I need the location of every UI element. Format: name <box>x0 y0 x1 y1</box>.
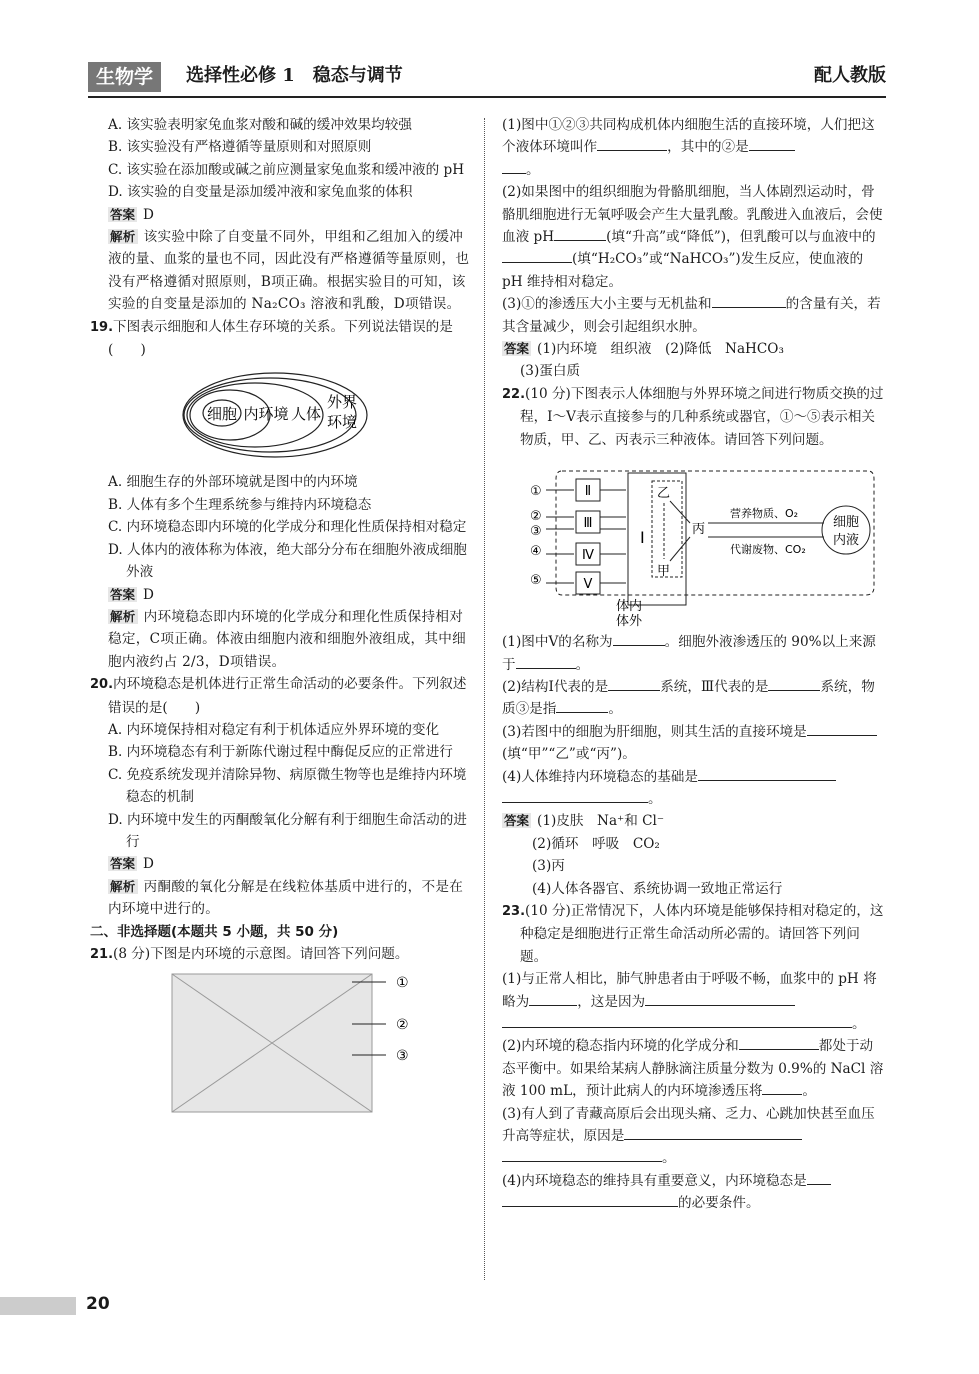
blank <box>712 293 786 308</box>
q21-tissue-diagram-placeholder <box>90 970 470 1120</box>
q21-part2 <box>502 181 886 293</box>
q22-yi: 乙 <box>657 486 671 502</box>
q18-explain-text: 该实验中除了自变量不同外，甲组和乙组加入的缓冲液的量、血浆的量也不同，因此没有严格遵循等量原则，也没有严格遵循对照原则，B项正确。根据实验目的可知，该实验的自变量是添加的 Na₂CO₃ 溶液和乳酸，D项错误。 <box>108 229 470 313</box>
q23-p1-c: 。 <box>852 1016 866 1032</box>
q19-option-d: D. 人体内的液体称为体液，绝大部分分布在细胞外液成细胞外液 <box>108 541 467 581</box>
answer-label: 答案 <box>110 856 136 872</box>
blank <box>554 226 606 241</box>
footer-bar <box>0 1297 76 1315</box>
q22-answer-1: (1)皮肤 Na⁺和 Cl⁻ <box>537 813 665 830</box>
q22-top-arrow-label: 营养物质、O₂ <box>730 507 799 521</box>
q19-number: 19. <box>90 319 114 335</box>
q22-stem <box>502 383 886 451</box>
q22-outside: 体外 <box>616 614 643 628</box>
q19-option-a: A. 细胞生存的外部环境就是图中的内环境 <box>108 474 358 491</box>
q20-stem-text: 内环境稳态是机体进行正常生命活动的必要条件。下列叙述错误的是( ) <box>108 676 467 716</box>
q18-option-a: A. 该实验表明家兔血浆对酸和碱的缓冲效果均较强 <box>108 117 412 133</box>
q22-input-1: ① <box>530 484 542 500</box>
explain-label: 解析 <box>110 608 136 624</box>
q18-option-c: C. 该实验在添加酸或碱之前应测量家兔血浆和缓冲液的 pH <box>108 161 465 178</box>
q19-answer-value: D <box>143 586 154 603</box>
q23-number: 23. <box>502 903 526 919</box>
blank <box>556 698 608 713</box>
q22-answer-3: (3)丙 <box>532 858 565 875</box>
q22-p1-c: 。 <box>575 656 590 673</box>
q19-stem <box>90 316 470 362</box>
q19-fig-external2: 环境 <box>326 413 358 432</box>
q23-p3-a: (3)有人到了青藏高原后会出现头痛、乏力、心跳加快甚至血压升高等症状，原因是 <box>502 1105 875 1145</box>
explain-label: 解析 <box>110 878 136 894</box>
answer-label: 答案 <box>110 206 136 222</box>
q23-part4 <box>502 1170 886 1215</box>
q22-p3-b: (填“甲”“乙”或“丙”)。 <box>502 746 636 763</box>
q19-figure <box>90 365 470 469</box>
q23-p1-b: ，这是因为 <box>577 993 646 1010</box>
q21-p3-a: (3)①的渗透压大小主要与无机盐和 <box>502 296 712 313</box>
q22-answer-2: (2)循环 呼吸 CO₂ <box>532 835 660 852</box>
q21-p2-c: (填“H₂CO₃”或“NaHCO₃”)发生反应，使血液的 pH 维持相对稳定。 <box>502 251 864 290</box>
q23-p1-a: (1)与正常人相比，肺气肿患者由于呼吸不畅，血浆中的 pH 将略为 <box>502 971 877 1010</box>
q23-p2-b: 都处于动态平衡中。如果给某病人静脉滴注质量分数为 0.9%的 NaCl 溶液 100 mL，预计此病人的内环境渗透压将 <box>502 1038 884 1100</box>
q21-label-2: ② <box>396 1017 409 1034</box>
q20-option-c: C. 免疫系统发现并清除异物、病原微生物等也是维持内环境稳态的机制 <box>108 766 467 806</box>
q22-part3 <box>502 721 886 766</box>
q19-option-c: C. 内环境稳态即内环境的化学成分和理化性质保持相对稳定 <box>108 519 467 536</box>
blank <box>502 1147 662 1162</box>
q22-input-4: ④ <box>530 544 542 560</box>
q21-p1-b: ，其中的②是 <box>667 139 749 156</box>
q22-bing: 丙 <box>692 522 706 538</box>
q21-label-3: ③ <box>396 1048 409 1065</box>
answer-label: 答案 <box>504 341 530 357</box>
q18-answer <box>108 204 470 226</box>
page-number: 20 <box>86 1294 110 1314</box>
q20-stem <box>90 673 470 719</box>
q19-option-b: B. 人体有多个生理系统参与维持内环境稳态 <box>108 496 372 513</box>
q21-p1-a: (1)图中①②③共同构成机体内细胞生活的直接环境，人们把这个液体环境叫作 <box>502 117 875 156</box>
q23-p3-b: 。 <box>662 1150 676 1167</box>
q19-fig-internal: 内环境 <box>243 405 289 424</box>
q22-cell-2: 内液 <box>832 533 860 549</box>
q19-answer <box>108 584 470 606</box>
q18-answer-value: D <box>143 206 154 223</box>
q22-p2-b: 系统，Ⅲ代表的是 <box>660 678 769 695</box>
explain-label: 解析 <box>110 229 136 245</box>
q23-p2-c: 。 <box>802 1083 817 1100</box>
q23-part1 <box>502 968 886 1035</box>
q22-answer-4: (4)人体各器官、系统协调一致地正常运行 <box>532 880 783 897</box>
q19-stem-text: 下图表示细胞和人体生存环境的关系。下列说法错误的是( ) <box>108 318 453 359</box>
q22-p3-a: (3)若图中的细胞为肝细胞，则其生活的直接环境是 <box>502 723 807 740</box>
q22-jia: 甲 <box>657 564 671 580</box>
q21-stem <box>90 943 470 966</box>
q22-p2-d: 。 <box>608 701 622 718</box>
q20-answer-value: D <box>143 856 154 873</box>
q19-fig-body: 人体 <box>290 405 322 424</box>
q20-option-d: D. 内环境中发生的丙酮酸氧化分解有利于细胞生命活动的进行 <box>108 811 467 850</box>
subject-tag: 生物学 <box>88 62 161 92</box>
q22-stem-text: (10 分)下图表示人体细胞与外界环境之间进行物质交换的过程，Ⅰ～Ⅴ表示直接参与的几种系统或器官，①～⑤表示相关物质，甲、乙、丙表示三种液体。请回答下列问题。 <box>520 385 884 448</box>
q21-stem-text: (8 分)下图是内环境的示意图。请回答下列问题。 <box>113 946 409 962</box>
q22-p4-a: (4)人体维持内环境稳态的基础是 <box>502 768 698 785</box>
left-column <box>90 114 470 1120</box>
q22-inside: 体内 <box>616 599 643 615</box>
q21-answer <box>502 338 886 360</box>
q23-part2 <box>502 1035 886 1102</box>
blank <box>613 631 665 646</box>
q18-option-d: D. 该实验的自变量是添加缓冲液和家兔血浆的体积 <box>108 184 413 201</box>
section-2-heading: 二、非选择题(本题共 5 小题，共 50 分) <box>90 923 339 940</box>
answer-label: 答案 <box>110 586 136 602</box>
q21-part1 <box>502 114 886 181</box>
q22-p1-a: (1)图中Ⅴ的名称为 <box>502 634 613 651</box>
q21-number: 21. <box>90 947 114 962</box>
q22-input-2: ② <box>530 509 542 525</box>
q20-option-b: B. 内环境稳态有利于新陈代谢过程中酶促反应的正常进行 <box>108 744 453 761</box>
q21-label-1: ① <box>396 975 409 992</box>
q22-part1 <box>502 631 886 676</box>
blank <box>608 676 660 691</box>
q22-part4 <box>502 766 886 811</box>
blank <box>502 1013 852 1028</box>
q22-organ-3: Ⅲ <box>583 516 593 532</box>
blank <box>698 766 836 781</box>
q19-explanation <box>108 606 470 673</box>
q22-p2-a: (2)结构Ⅰ代表的是 <box>502 678 609 695</box>
q21-p1-c: 。 <box>526 161 540 178</box>
q21-part3 <box>502 293 886 338</box>
q22-cell-1: 细胞 <box>832 515 860 531</box>
q20-explain-text: 丙酮酸的氧化分解是在线粒体基质中进行的，不是在内环境中进行的。 <box>108 878 464 918</box>
q22-organ-4: Ⅳ <box>582 548 594 564</box>
right-column <box>502 114 886 1215</box>
page-header <box>88 60 886 98</box>
q23-stem-text: (10 分)正常情况下，人体内环境是能够保持相对稳定的，这种稳定是细胞进行正常生命活动所必需的。请回答下列问题。 <box>520 902 884 965</box>
q19-fig-external1: 外界 <box>326 393 358 412</box>
q19-explain-text: 内环境稳态即内环境的化学成分和理化性质保持相对稳定，C项正确。体液由细胞内液和细胞外液组成，其中细胞内液约占 2/3，D项错误。 <box>108 608 467 670</box>
q22-part2 <box>502 676 886 721</box>
blank <box>502 788 648 803</box>
q22-number: 22. <box>502 386 526 402</box>
q22-organ-2: Ⅱ <box>584 484 592 500</box>
blank <box>807 721 837 736</box>
blank <box>502 248 572 263</box>
blank <box>807 1170 831 1185</box>
q21-p2-a: (2)如果图中的组织细胞为骨骼肌细胞，当人体剧烈运动时，骨骼肌细胞进行无氧呼吸会产生大量乳酸。乳酸进入血液后，会使血液 pH <box>502 184 883 246</box>
q21-answer-value: (1)内环境 组织液 (2)降低 NaHCO₃ <box>537 341 784 358</box>
q21-p2-b: (填“升高”或“降低”)，但乳酸可以与血液中的 <box>606 229 876 246</box>
q23-p4-a: (4)内环境稳态的维持具有重要意义，内环境稳态是 <box>502 1172 807 1189</box>
q23-part3 <box>502 1103 886 1170</box>
q18-explanation <box>108 226 470 316</box>
blank <box>502 1192 678 1207</box>
blank <box>749 136 795 151</box>
blank <box>837 721 877 736</box>
blank <box>529 991 577 1006</box>
blank <box>502 159 526 174</box>
q22-center-1: Ⅰ <box>640 528 645 548</box>
q22-figure <box>502 457 886 627</box>
blank <box>624 1125 802 1140</box>
column-divider <box>484 118 485 1280</box>
q23-p2-a: (2)内环境的稳态指内环境的化学成分和 <box>502 1038 739 1055</box>
q19-fig-cell: 细胞 <box>206 405 238 424</box>
blank <box>739 1035 819 1050</box>
q21-p3-b: 的含量有关，若其含量减少，则会引起组织水肿。 <box>502 296 881 335</box>
blank <box>597 136 667 151</box>
blank <box>762 1080 802 1095</box>
q20-answer <box>108 853 470 875</box>
q22-answer <box>502 810 886 832</box>
q22-p1-b: 。细胞外液渗透压的 90%以上来源于 <box>502 634 876 673</box>
q20-option-a: A. 内环境保持相对稳定有利于机体适应外界环境的变化 <box>108 721 440 738</box>
q22-organ-5: Ⅴ <box>583 577 593 593</box>
edition-label: 配人教版 <box>814 65 886 86</box>
q20-number: 20. <box>90 677 114 693</box>
q23-stem <box>502 900 886 968</box>
q22-p4-b: 。 <box>648 790 662 807</box>
blank <box>645 991 795 1006</box>
q18-option-b: B. 该实验没有严格遵循等量原则和对照原则 <box>108 139 372 156</box>
q22-input-5: ⑤ <box>530 573 542 589</box>
q23-p4-b: 的必要条件。 <box>678 1195 760 1212</box>
answer-label: 答案 <box>504 813 530 829</box>
q20-explanation <box>108 876 470 921</box>
blank <box>516 654 576 669</box>
q22-input-3: ③ <box>530 524 542 540</box>
q22-bottom-arrow-label: 代谢废物、CO₂ <box>730 543 806 557</box>
q22-p2-c: 系统，物质③是指 <box>502 678 875 718</box>
q21-answer-2: (3)蛋白质 <box>520 363 581 380</box>
blank <box>768 676 820 691</box>
book-title: 选择性必修 1 稳态与调节 <box>186 65 403 86</box>
